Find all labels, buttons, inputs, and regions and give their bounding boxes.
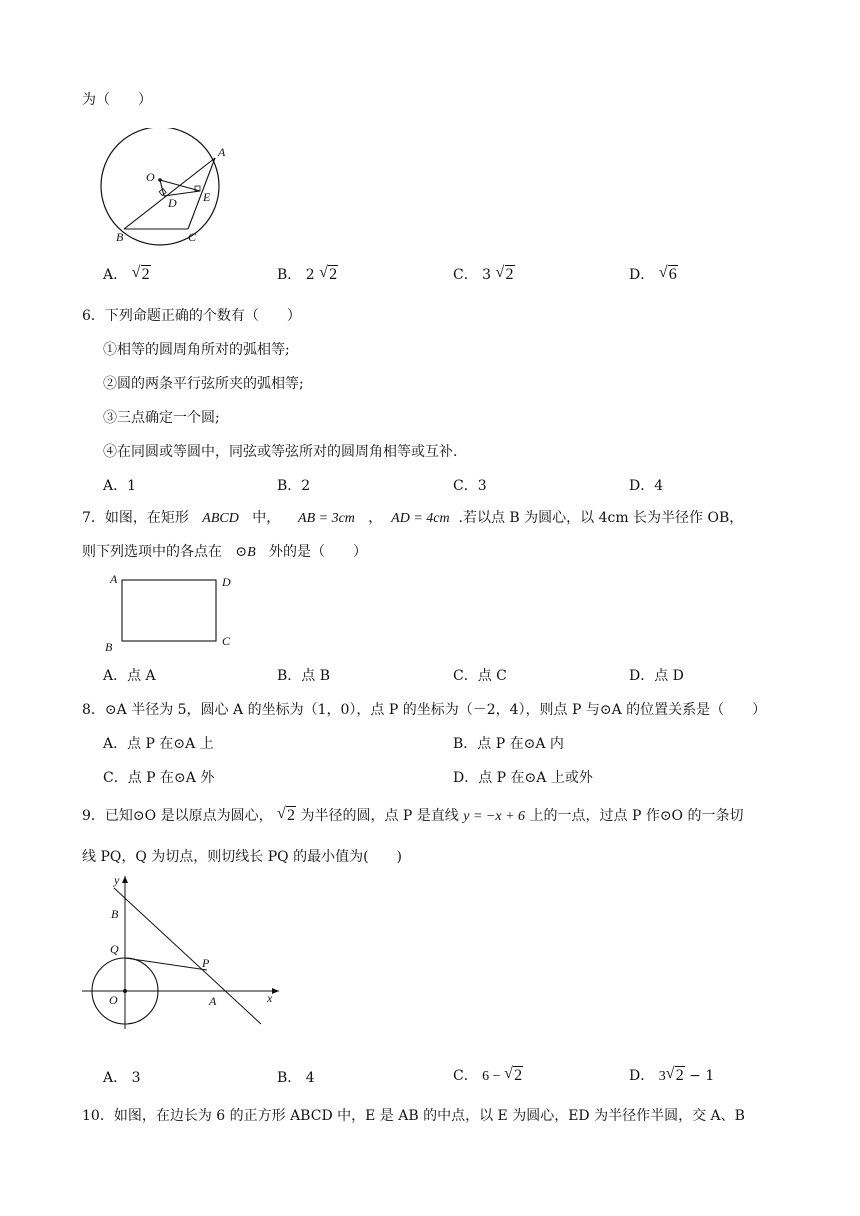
q8-stem: 8．⊙A 半径为 5，圆心 A 的坐标为（1，0），点 P 的坐标为（－2，4），则点 P 与⊙A 的位置关系是（ ） (82, 702, 767, 718)
sqrt-symbol: √ 6 (658, 264, 677, 283)
q9-stem-line1: 9．已知⊙O 是以原点为圆心， √ 2 为半径的圆，点 P 是直线 y = −x + 6 上的一点，过点 P 作⊙O 的一条切 (82, 805, 744, 824)
q7-label-C: C (222, 634, 231, 648)
q5-option-c[interactable]: C． 3 √ 2 (453, 264, 514, 283)
q7-rect-name: ABCD (202, 511, 239, 526)
q9-stem-line2: 线 PQ，Q 为切点，则切线长 PQ 的最小值为( ) (82, 849, 402, 865)
q8-option-a[interactable]: A．点 P 在⊙A 上 (103, 736, 214, 752)
q5-option-a[interactable]: A． √ 2 (103, 264, 150, 283)
q9-label-B: B (111, 907, 119, 921)
q9-label-A: A (209, 994, 217, 1008)
q7-label-A: A (110, 572, 118, 586)
q9-label-y: y (114, 873, 120, 887)
q6-option-d[interactable]: D．4 (629, 478, 664, 494)
q5-label-O: O (146, 170, 155, 184)
sqrt-symbol: √ 2 (277, 805, 296, 824)
q5-option-d[interactable]: D． √ 6 (629, 264, 677, 283)
q7-option-c[interactable]: C．点 C (453, 668, 507, 684)
q5-option-b[interactable]: B． 2 √ 2 (277, 264, 338, 283)
q8-option-b[interactable]: B．点 P 在⊙A 内 (453, 736, 564, 752)
q7-stem-line1: 7．如图，在矩形 ABCD 中， AB = 3cm ， AD = 4cm .若以点 B 为圆心，以 4cm 长为半径作 OB， (82, 510, 744, 526)
q5-stem-tail: 为（ ） (82, 92, 152, 108)
q7-figure (100, 570, 240, 656)
q7-option-b[interactable]: B．点 B (277, 668, 331, 684)
q5-label-D: D (168, 196, 177, 210)
sqrt-symbol: √ 2 (665, 1065, 684, 1084)
q9-option-d[interactable]: D． 3 √ 2 − 1 (629, 1065, 715, 1084)
q7-stem-line2: 则下列选项中的各点在 ⊙B 外的是（ ） (82, 544, 368, 560)
q9-line-equation: y = −x + 6 (463, 809, 526, 824)
q5-label-C: C (188, 230, 197, 244)
q5-label-E: E (203, 190, 211, 204)
q6-item-2: ②圆的两条平行弦所夹的弧相等; (103, 376, 304, 392)
q9-option-b[interactable]: B． 4 (277, 1070, 315, 1086)
q6-option-c[interactable]: C．3 (453, 478, 487, 494)
q6-item-3: ③三点确定一个圆; (103, 410, 220, 426)
sqrt-symbol: √ 2 (504, 1065, 523, 1084)
q7-label-B: B (105, 640, 113, 654)
q9-option-c[interactable]: C． 6 − √ 2 (453, 1065, 523, 1084)
q9-option-a[interactable]: A． 3 (103, 1070, 141, 1086)
q6-stem: 6．下列命题正确的个数有（ ） (82, 308, 301, 324)
q9-figure (76, 872, 286, 1030)
q9-label-x: x (267, 991, 273, 1005)
q8-option-c[interactable]: C．点 P 在⊙A 外 (103, 770, 215, 786)
sqrt-symbol: √ 2 (131, 264, 150, 283)
q7-label-D: D (222, 575, 231, 589)
q5-figure (96, 128, 236, 246)
q5-label-A: A (218, 145, 226, 159)
q9-label-P: P (202, 956, 210, 970)
q5-label-B: B (116, 230, 124, 244)
q6-option-a[interactable]: A．1 (103, 478, 137, 494)
q8-option-d[interactable]: D．点 P 在⊙A 上或外 (453, 770, 593, 786)
q7-ad-eq: AD = 4cm (391, 511, 450, 526)
q7-ab-eq: AB = 3cm (298, 511, 355, 526)
q6-item-1: ①相等的圆周角所对的弧相等; (103, 342, 290, 358)
q9-label-O: O (109, 993, 118, 1007)
q6-option-b[interactable]: B．2 (277, 478, 311, 494)
q7-option-a[interactable]: A．点 A (103, 668, 156, 684)
sqrt-symbol: √ 2 (319, 264, 338, 283)
q10-stem: 10．如图，在边长为 6 的正方形 ABCD 中，E 是 AB 的中点，以 E 为圆心，ED 为半径作半圆，交 A、B (82, 1108, 745, 1124)
sqrt-symbol: √ 2 (495, 264, 514, 283)
q7-circle-b: ⊙B (235, 545, 256, 560)
q6-item-4: ④在同圆或等圆中，同弦或等弦所对的圆周角相等或互补. (103, 444, 458, 460)
q9-label-Q: Q (110, 942, 119, 956)
q7-option-d[interactable]: D．点 D (629, 668, 684, 684)
